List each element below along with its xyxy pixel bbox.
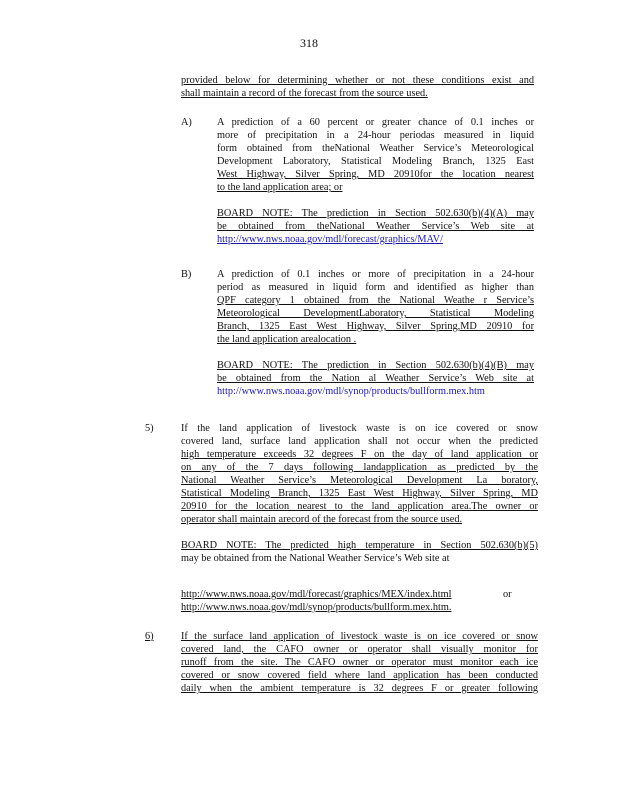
text-line: West Highway, Silver Spring, MD 20910for the location nearest	[217, 169, 534, 180]
item-b-paragraph	[217, 268, 534, 398]
text-line: to the land application area; or	[217, 182, 343, 193]
link-separator: or	[503, 589, 512, 600]
text-line: daily when the ambient temperature is 32 degrees F or greater following	[181, 683, 538, 694]
text-line: operator shall maintain arecord of the forecast from the source used.	[181, 514, 463, 525]
text-line: If the land application of livestock waste is on ice covered or snow	[181, 423, 538, 434]
page-number: 318	[300, 36, 318, 50]
item-label-a: A)	[181, 117, 192, 128]
text-line: runoff from the site. The CAFO owner or operator must monitor each ice	[181, 657, 538, 668]
text-line: covered land, surface land application shall not occur when the predicted	[181, 436, 538, 447]
item-5-links	[181, 588, 538, 614]
text-line: Development Laboratory, Statistical Modeling Branch, 1325 East	[217, 156, 534, 167]
item-label-5: 5)	[145, 423, 154, 434]
text-line: National Weather Service’s Meteorological Development La boratory,	[181, 475, 538, 486]
item-a-paragraph	[217, 116, 534, 246]
text-line: Branch, 1325 East West Highway, Silver Spring,MD 20910 for	[217, 321, 534, 332]
text-line: covered or snow covered field where land application has been conducted	[181, 670, 538, 681]
intro-paragraph	[181, 74, 534, 100]
item-label-6: 6)	[145, 631, 154, 642]
text-line: the land application arealocation .	[217, 334, 357, 345]
text-line: form obtained from theNational Weather Service’s Meteorological	[217, 143, 534, 154]
board-note-link[interactable]: http://www.nws.noaa.gov/mdl/forecast/graphics/MAV/	[217, 234, 443, 245]
board-note-line: BOARD NOTE: The prediction in Section 502.630(b)(4)(A) may	[217, 208, 534, 219]
board-note-link[interactable]: http://www.nws.noaa.gov/mdl/forecast/graphics/MEX/index.html	[181, 589, 452, 600]
text-line: If the surface land application of livestock waste is on ice covered or snow	[181, 631, 538, 642]
item-label-b: B)	[181, 269, 192, 280]
text-line: QPF category 1 obtained from the National Weathe r Service’s	[217, 295, 534, 306]
board-note-line: BOARD NOTE: The predicted high temperature in Section 502.630(b)(5)	[181, 540, 538, 551]
text-line: Meteorological DevelopmentLaboratory, Statistical Modeling	[217, 308, 534, 319]
text-line: shall maintain a record of the forecast from the source used.	[181, 88, 428, 99]
board-note-line: be obtained from the Nation al Weather Service’s Web site at	[217, 373, 534, 384]
board-note-link[interactable]: http://www.nws.noaa.gov/mdl/synop/products/bullform.mex.htm.	[181, 602, 452, 613]
text-line: 20910 for the location nearest to the land application area.The owner or	[181, 501, 538, 512]
text-line: more of precipitation in a 24-hour periodas measured in liquid	[217, 130, 534, 141]
board-note-link[interactable]: http://www.nws.noaa.gov/mdl/synop/products/bullform.mex.htm	[217, 386, 485, 397]
text-line: period as measured in liquid form and identified as higher than	[217, 282, 534, 293]
text-line: A prediction of 0.1 inches or more of precipitation in a 24-hour	[217, 269, 534, 280]
text-line: covered land, the CAFO owner or operator shall visually monitor for	[181, 644, 538, 655]
item-6-paragraph	[181, 630, 538, 695]
board-note-line: BOARD NOTE: The prediction in Section 502.630(b)(4)(B) may	[217, 360, 534, 371]
text-line: high temperature exceeds 32 degrees F on the day of land application or	[181, 449, 538, 460]
board-note-line: may be obtained from the National Weather Service’s Web site at	[181, 553, 450, 564]
text-line: on any of the 7 days following landapplication as predicted by the	[181, 462, 538, 473]
item-5-paragraph	[181, 422, 538, 578]
text-line: Statistical Modeling Branch, 1325 East West Highway, Silver Spring, MD	[181, 488, 538, 499]
text-line: provided below for determining whether or not these conditions exist and	[181, 75, 534, 86]
text-line: A prediction of a 60 percent or greater chance of 0.1 inches or	[217, 117, 534, 128]
board-note-link-row	[181, 588, 538, 601]
board-note-line: be obtained from theNational Weather Service’s Web site at	[217, 221, 534, 232]
